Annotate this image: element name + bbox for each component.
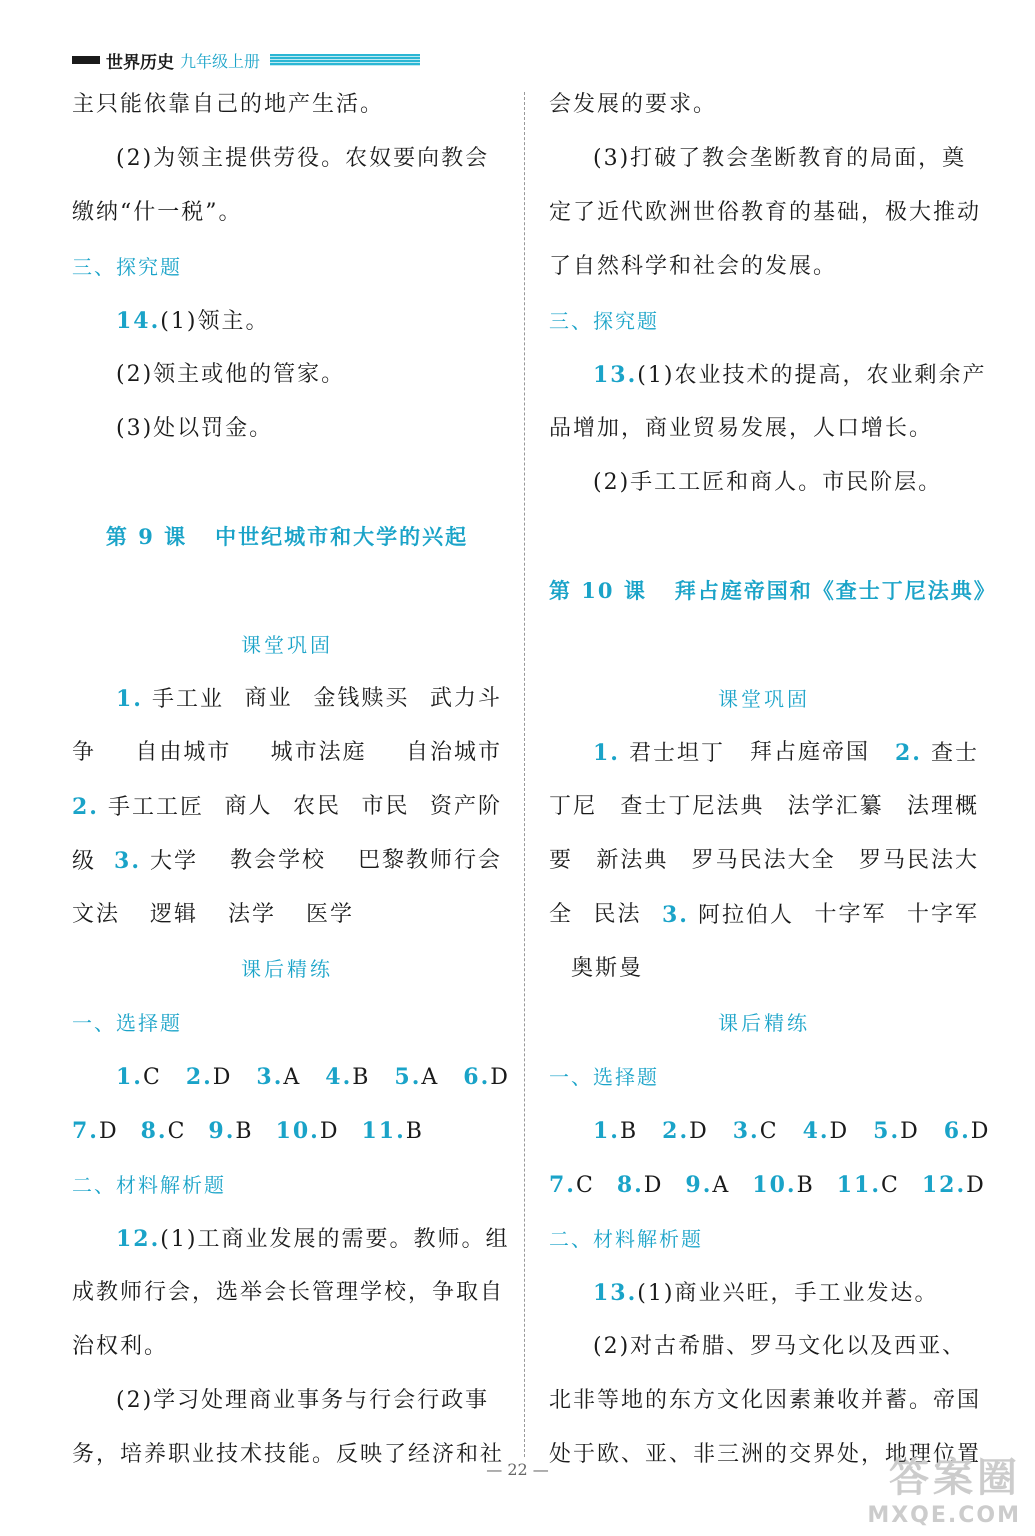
answer-term: 武力斗 xyxy=(429,686,502,711)
text-line: (3)打破了教会垄断教育的局面，奠 xyxy=(593,146,967,171)
question-number: 4. xyxy=(325,1064,353,1090)
answer-letter: D xyxy=(829,1119,850,1144)
choice-answer xyxy=(752,1158,814,1212)
answer-term: 医学 xyxy=(306,902,355,927)
choice-answer xyxy=(922,1158,986,1212)
question-number: 11. xyxy=(361,1118,406,1144)
header-stripe xyxy=(270,54,420,66)
answer-term: 文法 xyxy=(72,902,121,927)
answer-text: (1)商业兴旺，手工业发达。 xyxy=(637,1281,939,1306)
question-number: 3. xyxy=(662,902,689,928)
answer-letter: D xyxy=(98,1119,119,1144)
answer-term: 全 xyxy=(549,902,574,927)
answer-line xyxy=(549,888,979,942)
answer-line xyxy=(549,726,979,780)
answer-term: 城市法庭 xyxy=(270,740,367,765)
answer-letter: B xyxy=(405,1119,424,1144)
question-number: 13. xyxy=(593,1280,638,1306)
answer-letter: D xyxy=(900,1119,920,1144)
question-number: 1. xyxy=(116,1064,143,1090)
choice-answer xyxy=(463,1050,510,1104)
answer-term: 资产阶 xyxy=(429,794,502,819)
subsection-heading: 课堂巩固 xyxy=(241,633,333,657)
answer-letter: C xyxy=(142,1065,162,1090)
answer-term: 逻辑 xyxy=(150,902,199,927)
answer-line: (2)领主或他的管家。 xyxy=(116,362,346,387)
choice-answer xyxy=(944,1104,991,1158)
question-number: 11. xyxy=(836,1172,882,1198)
answer-line xyxy=(549,780,979,834)
answer-letter: C xyxy=(167,1119,187,1144)
question-number: 2. xyxy=(662,1118,690,1144)
question-number: 7. xyxy=(549,1172,576,1198)
subsection-heading: 课堂巩固 xyxy=(718,687,810,711)
text-line: (2)为领主提供劳役。农奴要向教会 xyxy=(116,146,490,171)
question-number: 5. xyxy=(394,1064,422,1090)
answer-line xyxy=(72,780,502,834)
text-line: 定了近代欧洲世俗教育的基础，极大推动 xyxy=(549,200,982,225)
answer-letter: A xyxy=(421,1065,440,1090)
text-line: (2)手工工匠和商人。市民阶层。 xyxy=(593,470,943,495)
lesson-number: 第 10 课 xyxy=(549,578,647,603)
left-column xyxy=(72,78,510,1482)
text-line: (2)学习处理商业事务与行会行政事 xyxy=(116,1388,490,1413)
answer-letter: D xyxy=(970,1119,991,1144)
spacer xyxy=(72,456,502,510)
answer-letter: B xyxy=(796,1173,815,1198)
choice-answer xyxy=(256,1050,301,1104)
answer-letter: A xyxy=(283,1065,302,1090)
question-number: 10. xyxy=(275,1118,320,1144)
choice-answer xyxy=(617,1158,664,1212)
question-number: 1. xyxy=(593,740,620,766)
lesson-number: 第 9 课 xyxy=(105,524,188,549)
lesson-title xyxy=(72,510,502,564)
choice-answer xyxy=(325,1050,370,1104)
question-number: 3. xyxy=(114,848,141,874)
answer-term: 商人 xyxy=(224,794,273,819)
answer-term: 级 xyxy=(72,849,97,874)
spacer xyxy=(549,618,979,672)
answer-letter: C xyxy=(575,1173,595,1198)
answer-line: (3)处以罚金。 xyxy=(116,416,274,441)
answer-letter: B xyxy=(619,1119,639,1144)
text-line: 务，培养职业技术技能。反映了经济和社 xyxy=(72,1442,505,1467)
answer-term: 大学 xyxy=(149,849,198,874)
answer-term: 法理概 xyxy=(906,794,979,819)
text-line: 成教师行会，选举会长管理学校，争取自 xyxy=(72,1280,505,1305)
answer-term: 争 xyxy=(72,740,97,765)
answer-term: 罗马民法大全 xyxy=(691,848,836,873)
answer-term: 商业 xyxy=(244,686,293,711)
question-number: 8. xyxy=(140,1118,168,1144)
question-number: 3. xyxy=(732,1118,760,1144)
answer-line xyxy=(549,834,979,888)
text-line: 北非等地的东方文化因素兼收并蓄。帝国 xyxy=(549,1388,982,1413)
answer-term: 十字军 xyxy=(906,902,979,927)
watermark-text: 答案圈 xyxy=(889,1455,1021,1501)
answer-line xyxy=(72,726,502,780)
answer-line xyxy=(72,1212,510,1266)
answer-term: 自治城市 xyxy=(405,740,502,765)
answer-term: 拜占庭帝国 xyxy=(749,740,870,765)
section-heading: 二、材料解析题 xyxy=(549,1227,703,1251)
text-line: 缴纳“什一税”。 xyxy=(72,200,243,225)
spacer xyxy=(72,564,502,618)
question-number: 4. xyxy=(802,1118,830,1144)
book-title: 世界历史 xyxy=(106,52,174,73)
question-number: 1. xyxy=(116,686,143,712)
text-line: 了自然科学和社会的发展。 xyxy=(549,254,838,279)
answer-term: 奥斯曼 xyxy=(571,956,644,981)
answer-letter: D xyxy=(643,1173,664,1198)
choice-answer xyxy=(803,1104,850,1158)
answer-term: 手工业 xyxy=(151,687,224,712)
answer-term: 罗马民法大 xyxy=(858,848,979,873)
question-number: 6. xyxy=(943,1118,971,1144)
answer-term: 法学 xyxy=(228,902,277,927)
choice-answer xyxy=(733,1104,779,1158)
answer-text: (1)工商业发展的需要。教师。组 xyxy=(160,1227,510,1252)
text-line: 主只能依靠自己的地产生活。 xyxy=(72,92,385,117)
answer-term: 法学汇纂 xyxy=(787,794,884,819)
answer-term: 金钱赎买 xyxy=(313,686,410,711)
answer-term: 新法典 xyxy=(596,848,669,873)
question-number: 9. xyxy=(685,1172,713,1198)
answer-letter: D xyxy=(212,1065,233,1090)
answer-term: 民法 xyxy=(593,902,642,927)
answer-term: 市民 xyxy=(361,794,410,819)
watermark-logo xyxy=(867,1446,1021,1528)
question-number: 8. xyxy=(616,1172,644,1198)
choice-answer xyxy=(361,1104,423,1158)
question-number: 2. xyxy=(72,794,99,820)
answer-term: 十字军 xyxy=(814,902,887,927)
answer-line xyxy=(72,672,502,726)
choice-answers xyxy=(72,1104,502,1158)
question-number: 12. xyxy=(116,1226,161,1252)
column-divider xyxy=(524,92,525,1457)
answer-letter: C xyxy=(881,1173,900,1198)
choice-answer xyxy=(685,1158,730,1212)
text-line: 处于欧、亚、非三洲的交界处，地理位置 xyxy=(549,1442,982,1467)
text-line: 会发展的要求。 xyxy=(549,92,718,117)
choice-answer xyxy=(116,1050,162,1104)
answer-letter: B xyxy=(352,1065,371,1090)
right-column xyxy=(549,78,997,1482)
answer-text: (1)领主。 xyxy=(160,309,270,334)
answer-term: 查士丁尼法典 xyxy=(620,794,765,819)
choice-answers xyxy=(72,1050,510,1104)
answer-term: 教会学校 xyxy=(229,848,326,873)
watermark-url: MXQE.COM xyxy=(867,1503,1021,1528)
choice-answer xyxy=(394,1050,439,1104)
question-number: 10. xyxy=(752,1172,797,1198)
question-number: 9. xyxy=(208,1118,236,1144)
header-bar xyxy=(72,56,100,64)
lesson-title xyxy=(549,564,997,618)
answer-letter: C xyxy=(759,1119,779,1144)
answer-letter: D xyxy=(689,1119,709,1144)
question-number: 12. xyxy=(921,1172,967,1198)
answer-term: 查士 xyxy=(930,741,979,766)
question-number: 6. xyxy=(463,1064,491,1090)
answer-line xyxy=(72,888,502,942)
answer-text: (1)农业技术的提高，农业剩余产 xyxy=(637,363,987,388)
choice-answer xyxy=(873,1104,920,1158)
question-number: 5. xyxy=(873,1118,901,1144)
section-heading: 二、材料解析题 xyxy=(72,1173,226,1197)
choice-answer xyxy=(593,1104,638,1158)
answer-line xyxy=(549,1266,979,1320)
lesson-name: 拜占庭帝国和《查士丁尼法典》 xyxy=(674,578,997,603)
page-header xyxy=(72,46,420,74)
answer-line xyxy=(72,834,502,888)
answer-term: 丁尼 xyxy=(549,794,598,819)
text-line: 品增加，商业贸易发展，人口增长。 xyxy=(549,416,934,441)
answer-term: 手工工匠 xyxy=(107,795,204,820)
choice-answer xyxy=(186,1050,233,1104)
subsection-heading: 课后精练 xyxy=(241,957,333,981)
section-heading: 三、探究题 xyxy=(549,309,659,333)
choice-answer xyxy=(72,1104,119,1158)
answer-letter: D xyxy=(319,1119,340,1144)
answer-line xyxy=(549,942,979,996)
answer-letter: B xyxy=(235,1119,254,1144)
section-heading: 三、探究题 xyxy=(72,255,182,279)
text-line: 治权利。 xyxy=(72,1334,169,1359)
answer-term: 农民 xyxy=(292,794,341,819)
answer-term: 巴黎教师行会 xyxy=(357,848,502,873)
choice-answers xyxy=(549,1104,991,1158)
answer-line xyxy=(72,294,502,348)
choice-answer xyxy=(837,1158,900,1212)
section-heading: 一、选择题 xyxy=(549,1065,659,1089)
choice-answers xyxy=(549,1158,986,1212)
question-number: 7. xyxy=(72,1118,99,1144)
question-number: 3. xyxy=(256,1064,284,1090)
choice-answer xyxy=(662,1104,709,1158)
question-number: 2. xyxy=(895,740,922,766)
question-number: 2. xyxy=(185,1064,213,1090)
spacer xyxy=(549,510,979,564)
answer-term: 阿拉伯人 xyxy=(697,903,794,928)
answer-line xyxy=(549,348,987,402)
answer-term: 要 xyxy=(549,848,574,873)
answer-letter: D xyxy=(966,1173,986,1198)
book-volume: 九年级上册 xyxy=(180,51,261,71)
lesson-name: 中世纪城市和大学的兴起 xyxy=(215,524,469,549)
choice-answer xyxy=(141,1104,187,1158)
answer-term: 君士坦丁 xyxy=(628,741,725,766)
subsection-heading: 课后精练 xyxy=(718,1011,810,1035)
question-number: 14. xyxy=(116,308,161,334)
answer-letter: A xyxy=(712,1173,731,1198)
page-number: — 22 — xyxy=(486,1460,549,1479)
text-line: (2)对古希腊、罗马文化以及西亚、 xyxy=(593,1334,967,1359)
answer-letter: D xyxy=(490,1065,510,1090)
choice-answer xyxy=(549,1158,595,1212)
answer-term: 自由城市 xyxy=(135,740,232,765)
question-number: 13. xyxy=(593,362,638,388)
question-number: 1. xyxy=(593,1118,620,1144)
section-heading: 一、选择题 xyxy=(72,1011,182,1035)
choice-answer xyxy=(208,1104,253,1158)
choice-answer xyxy=(276,1104,340,1158)
